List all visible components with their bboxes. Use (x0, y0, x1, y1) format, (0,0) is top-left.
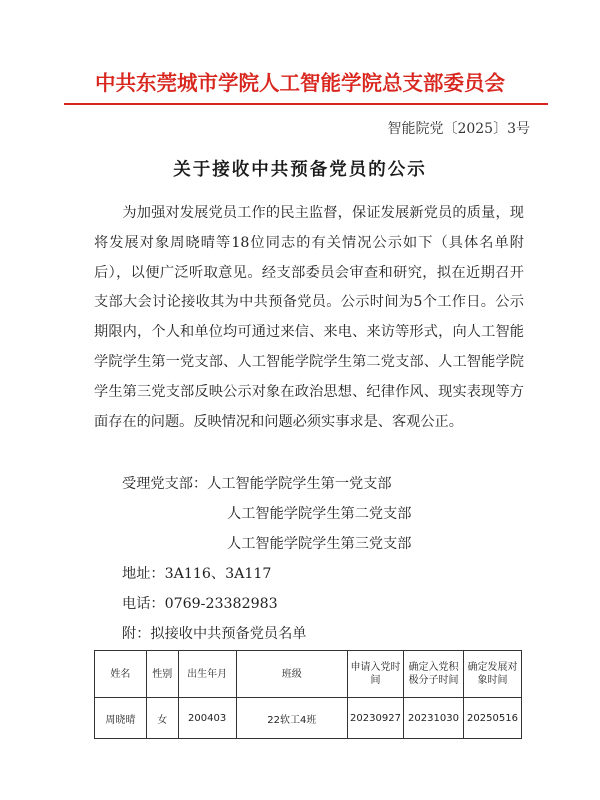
table-cell: 200403 (178, 698, 236, 739)
table-cell: 20230927 (348, 698, 404, 739)
document-title: 关于接收中共预备党员的公示 (173, 160, 427, 180)
table-header-cell: 姓名 (95, 651, 147, 698)
branch-item: 人工智能学院学生第一党支部 (207, 476, 392, 492)
table-header-cell: 性别 (146, 651, 178, 698)
branch-line-1 (122, 473, 392, 493)
table-header-cell: 确定发展对象时间 (463, 651, 521, 698)
branch-item: 人工智能学院学生第二党支部 (227, 506, 412, 522)
table-cell: 20250516 (463, 698, 521, 739)
attachment-line: 附：拟接收中共预备党员名单 (122, 626, 307, 642)
member-roster-table (94, 650, 522, 739)
table-header-cell: 确定入党积极分子时间 (404, 651, 464, 698)
address-line: 地址：3A116、3A117 (122, 566, 272, 582)
body-paragraph: 为加强对发展党员工作的民主监督，保证发展新党员的质量，现将发展对象周晓晴等18位同志的有关情况公示如下（具体名单附后），以便广泛听取意见。经支部委员会审查和研究，拟在近期召开支部大会讨论接收其为中共预备党员。公示时间为5个工作日。公示期限内，个人和单位均可通过来信、来电、来访等形式，向人工智能学院学生第一党支部、人工智能学院学生第二党支部、人工智能学院学生第三党支部反映公示对象在政治思想、纪律作风、现实表现等方面存在的问题。反映情况和问题必须实事求是、客观公正。 (94, 205, 524, 430)
branch-label: 受理党支部： (122, 476, 208, 492)
document-number: 智能院党〔2025〕3号 (387, 121, 530, 137)
header-red-rule (64, 103, 548, 105)
table-header-cell: 出生年月 (178, 651, 236, 698)
table-row (95, 698, 522, 739)
table-header-cell: 申请入党时间 (348, 651, 404, 698)
table-header-row (95, 651, 522, 698)
body-paragraph-block (94, 199, 524, 437)
table-cell: 周晓晴 (95, 698, 147, 739)
org-header-title: 中共东莞城市学院人工智能学院总支部委员会 (95, 71, 505, 95)
table-cell: 女 (146, 698, 178, 739)
branch-item: 人工智能学院学生第三党支部 (227, 536, 412, 552)
table-cell: 20231030 (404, 698, 464, 739)
phone-line: 电话：0769-23382983 (122, 596, 278, 612)
table-cell: 22软工4班 (236, 698, 347, 739)
table-header-cell: 班级 (236, 651, 347, 698)
